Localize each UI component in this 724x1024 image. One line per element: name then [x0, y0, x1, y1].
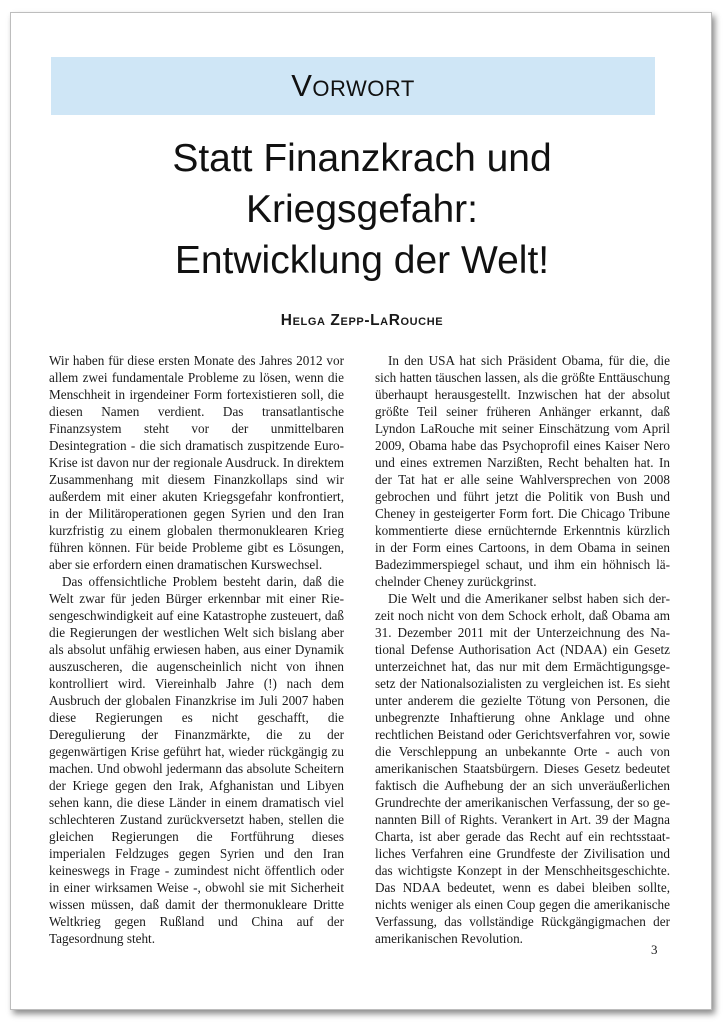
text-column-right: [375, 352, 670, 947]
title-line: Kriegsgefahr:: [246, 188, 478, 231]
section-banner: [51, 57, 655, 115]
paragraph: Die Welt und die Amerikaner selbst haben sich derzeit noch nicht von dem Schock erholt, daß Obama am 31. Dezember 2011 mit der Unterzeichnung des National Defense Authorisation Act (NDAA) ein Gesetz unterzeichnet hat, das nur mit dem Ermächtigungsgesetz der Nationalsozialisten zu vergleichen ist. Es sieht unter anderem die gezielte Tötung von Personen, die unbegrenzte Inhaftierung ohne Anklage und ohne rechtlichen Beistand oder Gerichtsverfahren vor, sowie die Verschleppung an unbekannte Orte - auch von amerikanischen Staatsbürgern. Dieses Gesetz bedeutet faktisch die Aufhebung der an sich unveräußerlichen Grundrechte der amerikanischen Verfassung, der so genannten Bill of Rights. Verankert in Art. 39 der Magna Charta, ist aber gerade das Recht auf ein rechtsstaatliches Verfahren eine Grundfeste der Zivilisation und das wichtigste Konzept in der Menschheitsgeschichte. Das NDAA bedeutet, wenn es dabei bleiben sollte, nichts weniger als einen Coup gegen die amerikanische Verfassung, das vollständige Rückgängigmachen der amerikanischen Revolution.: [375, 591, 670, 946]
title-line: Entwicklung der Welt!: [174, 239, 550, 282]
paragraph: Das offensichtliche Problem besteht darin, daß die Welt zwar für jeden Bürger erkennbar mit einer Riesengeschwindigkeit auf eine Katastrophe zusteuert, daß die Regierungen der westlichen Welt sich bislang aber als absolut unfähig erwiesen haben, aus einer Dynamik auszuscheren, die augenscheinlich nicht von ihnen kontrolliert wird. Viereinhalb Jahre (!) nach dem Ausbruch der globalen Finanzkrise im Juli 2007 haben diese Regierungen es nicht geschafft, die Deregulierung der Finanzmärkte, die zu der gegenwärtigen Krise geführt hat, wieder rückgängig zu machen. Und obwohl jedermann das absolute Scheitern der Kriege gegen den Irak, Afghanistan und Libyen sehen kann, die diese Länder in einem dramatisch viel schlechteren Zustand zurückversetzt haben, stellen die gleichen Regierungen die Fortführung dieses imperialen Feldzuges gegen Syrien und den Iran keineswegs in Frage - zumindest nicht öffentlich oder in einer wirksamen Weise -, obwohl sie mit Sicherheit wissen müssen, daß damit der thermonukleare Dritte Weltkrieg gegen Rußland und China auf der Tagesordnung steht.: [49, 574, 344, 946]
page-number: 3: [651, 942, 658, 957]
page-title: [31, 133, 693, 286]
section-label: Vorwort: [291, 68, 415, 103]
title-line: Statt Finanzkrach und: [172, 137, 552, 180]
paragraph: Wir haben für diese ersten Monate des Jahres 2012 vor allem zwei fundamentale Probleme zu lösen, wenn die Menschheit in irgendeiner Form fortexistieren soll, die diesen Namen verdient. Das transatlantische Finanzsystem steht vor der unmittelbaren Desintegration - die sich dramatisch zuspitzende Euro-Krise ist davon nur der regionale Ausdruck. In direktem Zusammenhang mit diesem Finanzkollaps sind wir außerdem mit einer akuten Kriegsgefahr konfrontiert, in der Militäroperationen gegen Syrien und den Iran kurzfristig zu einem globalen thermonuklearen Krieg führen können. Für beide Probleme gibt es Lösungen, aber sie erfordern einen dramatischen Kurswechsel.: [49, 353, 344, 572]
paragraph: In den USA hat sich Präsident Obama, für die, die sich hatten täuschen lassen, als die größte Enttäuschung überhaupt herausgestellt. Inzwischen hat der absolut größte Teil seiner früheren Anhänger erkannt, daß Lyndon LaRouche mit seiner Einschätzung vom April 2009, Obama habe das Psychoprofil eines Kaiser Nero und eines extremen Narzißten, Recht behalten hat. In der Tat hat er alle seine Wahlversprechen von 2008 gebrochen und führt jetzt die Politik von Bush und Cheney in gesteigerter Form fort. Die Chicago Tribune kommentierte diese ernüchternde Erkenntnis kürzlich in der Form eines Cartoons, in dem Obama in seinen Badezimmerspiegel schaut, und ihm ein höhnisch lächelnder Cheney zurückgrinst.: [375, 353, 670, 589]
document-page: [10, 12, 712, 1010]
author-name: Helga Zepp-LaRouche: [280, 312, 444, 329]
text-column-left: [49, 352, 344, 947]
